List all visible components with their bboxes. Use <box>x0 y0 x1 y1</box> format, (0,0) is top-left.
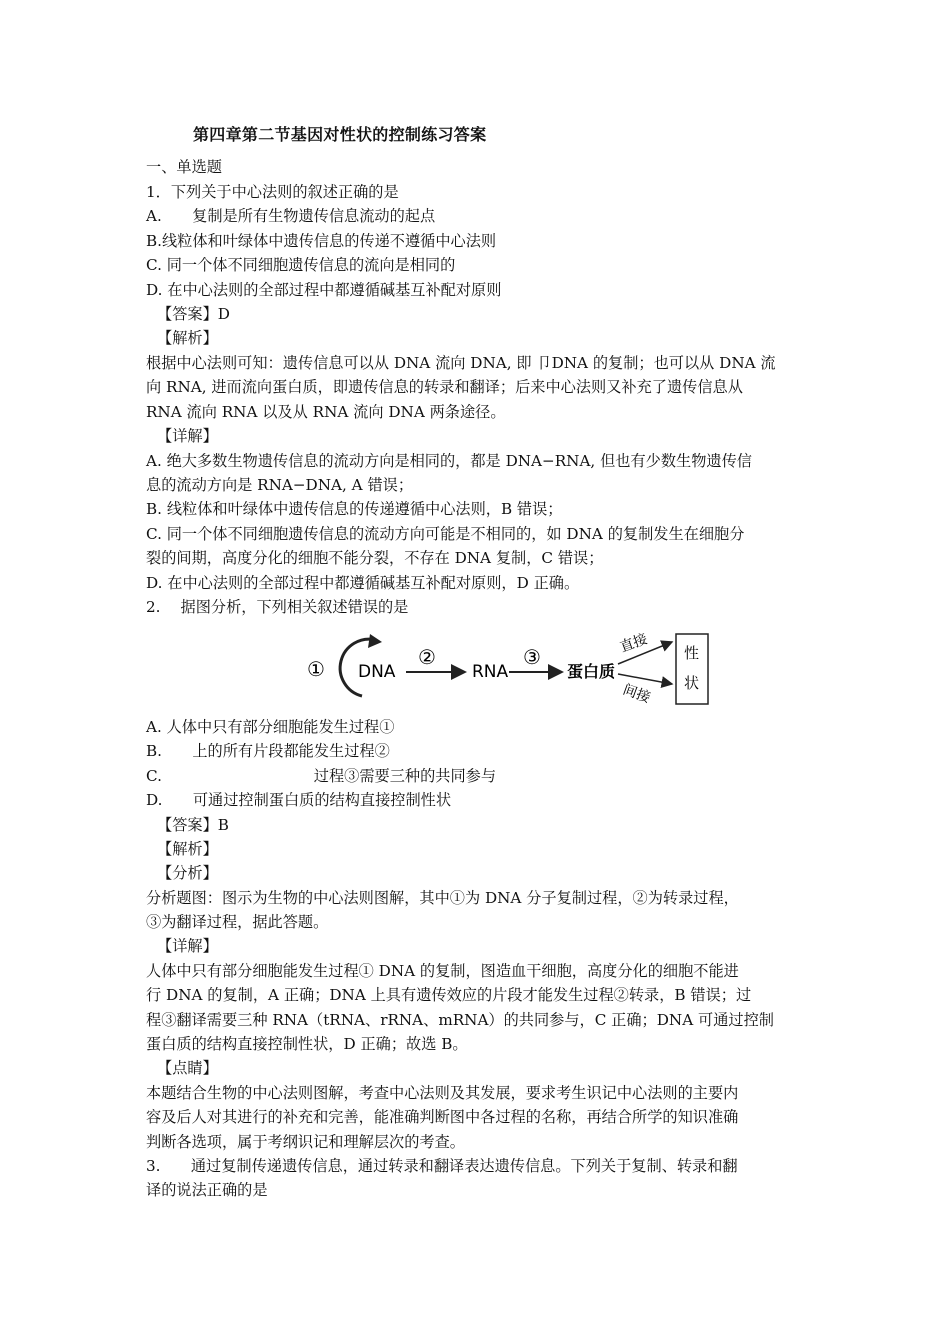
question-1-detail-label: 【详解】 <box>157 427 218 445</box>
question-1-option-a: A. 复制是所有生物遗传信息流动的起点 <box>146 207 436 225</box>
paragraph-line: 容及后人对其进行的补充和完善，能准确判断图中各过程的名称，再结合所学的知识准确 <box>146 1108 739 1126</box>
indirect-label: 间接 <box>620 681 653 707</box>
dna-label: DNA <box>358 662 396 682</box>
central-dogma-diagram <box>300 626 720 716</box>
question-2-option-b: B. 上的所有片段都能发生过程② <box>146 742 390 760</box>
paragraph-line: ③为翻译过程，据此答题。 <box>146 913 329 931</box>
question-2-option-a: A. 人体中只有部分细胞能发生过程① <box>146 718 395 736</box>
question-3-stem: 3. 通过复制传递遗传信息，通过转录和翻译表达遗传信息。下列关于复制、转录和翻 <box>146 1157 738 1175</box>
question-3-stem-cont: 译的说法正确的是 <box>146 1181 268 1199</box>
paragraph-line: 向 RNA, 进而流向蛋白质，即遗传信息的转录和翻译；后来中心法则又补充了遗传信息从 <box>146 378 743 396</box>
process-2-label: ② <box>418 645 436 669</box>
trait-char-2: 状 <box>684 674 700 692</box>
paragraph-line: 行 DNA 的复制，A 正确；DNA 上具有遗传效应的片段才能发生过程②转录，B 错误；过 <box>146 986 752 1004</box>
replication-arrowhead <box>368 634 382 648</box>
protein-label: 蛋白质 <box>567 662 616 681</box>
process-3-label: ③ <box>523 645 541 669</box>
question-1-stem: 1．下列关于中心法则的叙述正确的是 <box>146 183 399 201</box>
paragraph-line: A. 绝大多数生物遗传信息的流动方向是相同的，都是 DNA−RNA, 但也有少数生物遗传信 <box>146 452 752 470</box>
question-2-option-c: C. 过程③需要三种的共同参与 <box>146 767 497 785</box>
question-2-breakdown-label: 【分析】 <box>157 864 218 882</box>
question-2-detail-label: 【详解】 <box>157 937 218 955</box>
paragraph-line: 息的流动方向是 RNA−DNA, A 错误； <box>146 476 414 494</box>
question-1-analysis-label: 【解析】 <box>157 329 218 347</box>
paragraph-line: 蛋白质的结构直接控制性状，D 正确；故选 B。 <box>146 1035 468 1053</box>
paragraph-line: 根据中心法则可知：遗传信息可以从 DNA 流向 DNA, 即 卩DNA 的复制；也可以从 DNA 流 <box>146 354 776 372</box>
paragraph-line: D. 在中心法则的全部过程中都遵循碱基互补配对原则，D 正确。 <box>146 574 580 592</box>
paragraph-line: RNA 流向 RNA 以及从 RNA 流向 DNA 两条途径。 <box>146 403 506 421</box>
question-1-option-b: B.线粒体和叶绿体中遗传信息的传递不遵循中心法则 <box>146 232 497 250</box>
section-heading: 一、单选题 <box>146 158 222 176</box>
page-title: 第四章第二节基因对性状的控制练习答案 <box>193 125 487 144</box>
question-2-option-d: D. 可通过控制蛋白质的结构直接控制性状 <box>146 791 452 809</box>
question-1-answer: 【答案】D <box>157 305 230 323</box>
question-2-comment-label: 【点睛】 <box>157 1059 218 1077</box>
paragraph-line: C. 同一个体不同细胞遗传信息的流动方向可能是不相同的，如 DNA 的复制发生在细胞分 <box>146 525 745 543</box>
question-2-analysis-label: 【解析】 <box>157 840 218 858</box>
question-2-answer: 【答案】B <box>157 816 229 834</box>
question-1-option-c: C. 同一个体不同细胞遗传信息的流向是相同的 <box>146 256 456 274</box>
paragraph-line: 程③翻译需要三种 RNA（tRNA、rRNA、mRNA）的共同参与，C 正确；DNA 可通过控制 <box>146 1011 774 1029</box>
paragraph-line: 裂的间期，高度分化的细胞不能分裂，不存在 DNA 复制，C 错误； <box>146 549 604 567</box>
paragraph-line: 本题结合生物的中心法则图解，考查中心法则及其发展，要求考生识记中心法则的主要内 <box>146 1084 739 1102</box>
direct-label: 直接 <box>617 631 650 656</box>
paragraph-line: 判断各选项，属于考纲识记和理解层次的考查。 <box>146 1133 465 1151</box>
paragraph-line: 分析题图：图示为生物的中心法则图解，其中①为 DNA 分子复制过程，②为转录过程， <box>146 889 739 907</box>
paragraph-line: B. 线粒体和叶绿体中遗传信息的传递遵循中心法则，B 错误； <box>146 500 563 518</box>
trait-char-1: 性 <box>684 644 700 662</box>
process-1-label: ① <box>307 657 325 681</box>
rna-label: RNA <box>472 662 509 682</box>
paragraph-line: 人体中只有部分细胞能发生过程① DNA 的复制，图造血干细胞，高度分化的细胞不能进 <box>146 962 739 980</box>
question-2-stem: 2. 据图分析，下列相关叙述错误的是 <box>146 598 409 616</box>
question-1-option-d: D. 在中心法则的全部过程中都遵循碱基互补配对原则 <box>146 281 502 299</box>
